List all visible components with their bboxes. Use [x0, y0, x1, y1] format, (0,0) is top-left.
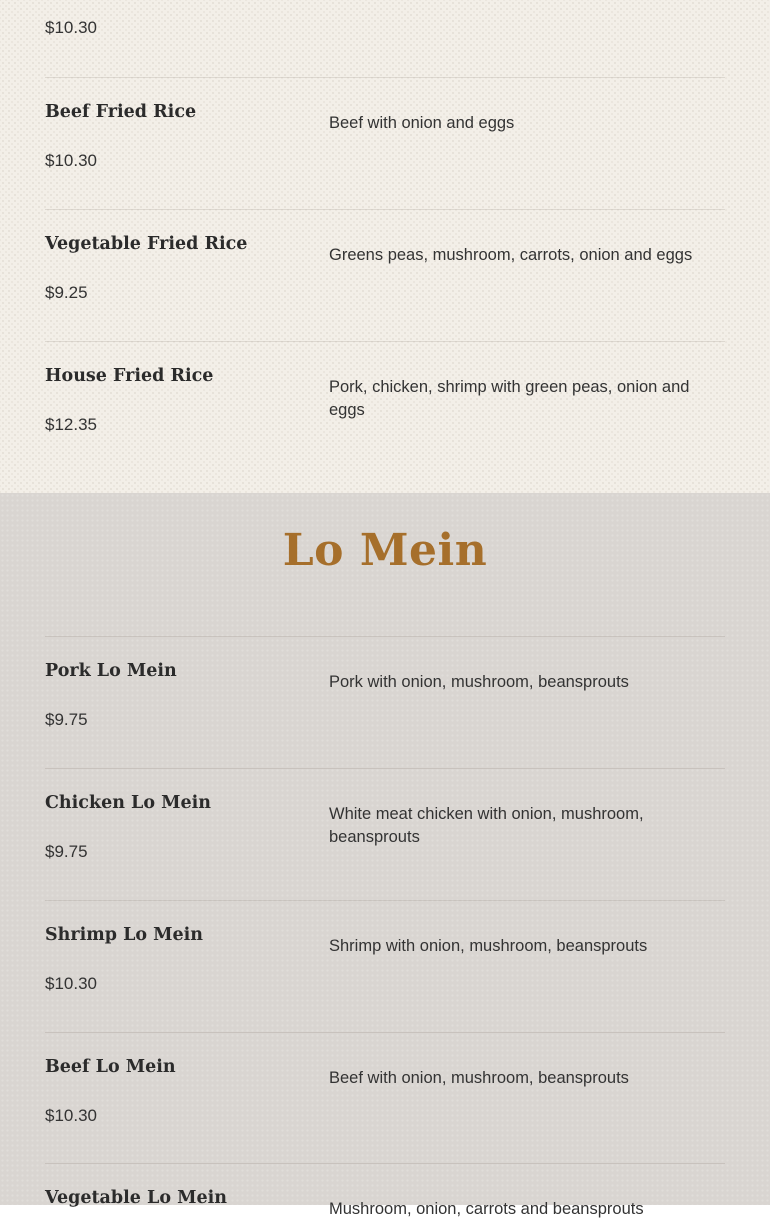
lo-mein-section: [0, 493, 770, 1218]
item-description: Shrimp with onion, mushroom, beansprouts: [329, 937, 648, 955]
item-description: Beef with onion, mushroom, beansprouts: [329, 1069, 629, 1087]
item-name: Pork Lo Mein: [45, 661, 177, 681]
item-price: $10.30: [45, 151, 97, 170]
menu-item: [45, 77, 725, 209]
menu-item: [45, 900, 725, 1032]
item-name: Vegetable Fried Rice: [45, 234, 248, 254]
menu-item: [45, 1032, 725, 1164]
item-price: $10.30: [45, 974, 97, 993]
menu-item: [45, 768, 725, 900]
item-name: Chicken Lo Mein: [45, 793, 211, 813]
item-name: Beef Fried Rice: [45, 102, 197, 122]
item-name: Vegetable Lo Mein: [45, 1188, 227, 1208]
item-price: $9.75: [45, 710, 88, 729]
menu-item: [45, 209, 725, 341]
item-description: Beef with onion and eggs: [329, 114, 515, 132]
item-name: House Fried Rice: [45, 366, 214, 386]
item-price: $9.75: [45, 842, 88, 861]
item-price: $10.30: [45, 1106, 97, 1125]
menu-item: [45, 341, 725, 473]
menu-item: [45, 636, 725, 768]
item-description: Pork with onion, mushroom, beansprouts: [329, 673, 629, 691]
item-description: Greens peas, mushroom, carrots, onion and eggs: [329, 246, 693, 264]
item-description: White meat chicken with onion, mushroom, beansprouts: [329, 805, 644, 846]
fried-rice-section: [0, 0, 770, 493]
item-name: Beef Lo Mein: [45, 1057, 176, 1077]
section-title: Lo Mein: [282, 525, 488, 576]
item-description: Mushroom, onion, carrots and beansprouts: [329, 1200, 644, 1218]
item-price: $12.35: [45, 415, 97, 434]
item-name: Shrimp Lo Mein: [45, 925, 204, 945]
item-description: Pork, chicken, shrimp with green peas, onion and eggs: [329, 378, 690, 419]
menu-item: [45, 1163, 725, 1218]
previous-item-price: $10.30: [45, 18, 97, 37]
item-price: $9.25: [45, 283, 88, 302]
